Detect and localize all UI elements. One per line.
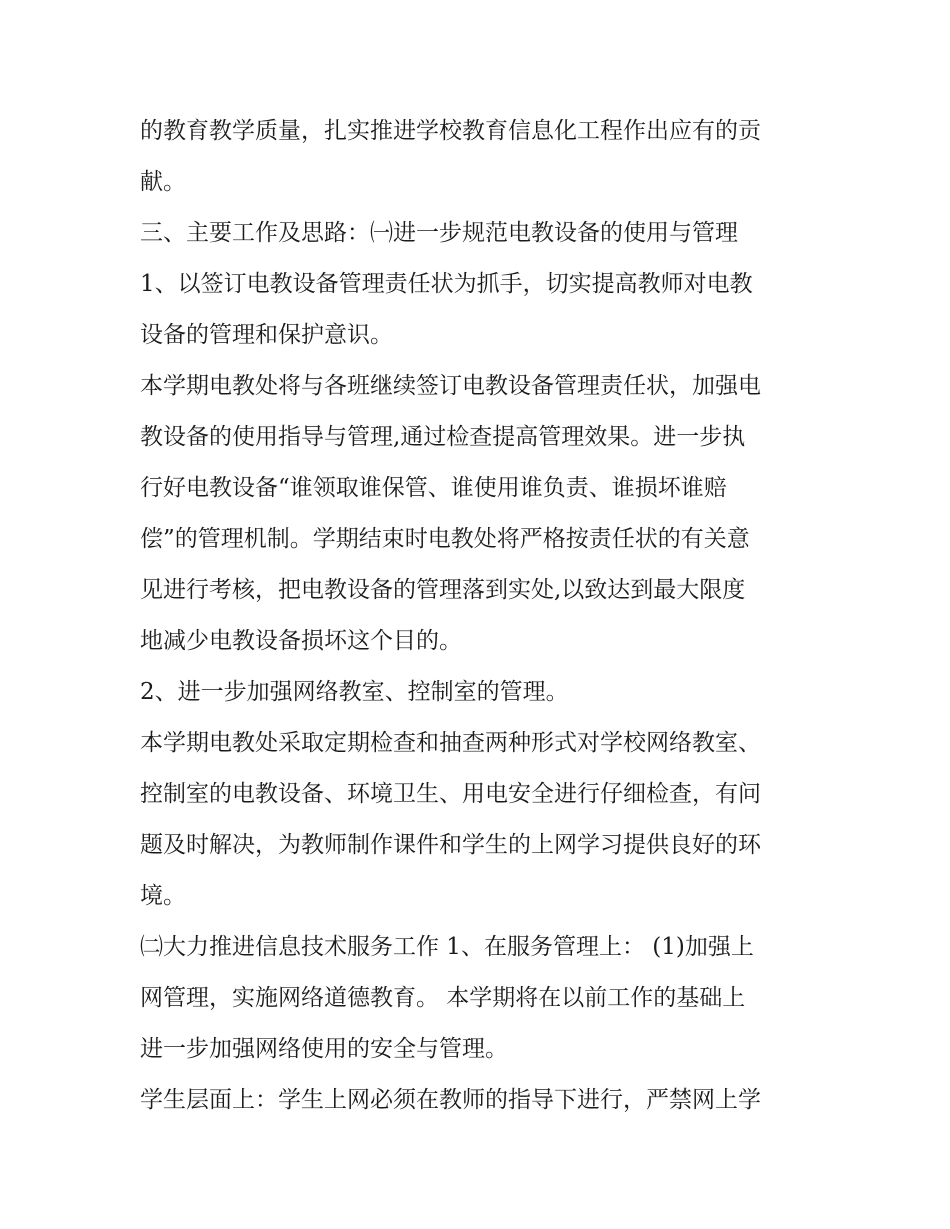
text-line: 地减少电教设备损坏这个目的。 <box>140 628 462 654</box>
text-line: 网管理，实施网络道德教育。 本学期将在以前工作的基础上 <box>140 985 746 1011</box>
text-line: 进一步加强网络使用的安全与管理。 <box>140 1036 508 1062</box>
text-line: 行好电教设备“谁领取谁保管、谁使用谁负责、谁损坏谁赔 <box>140 475 727 501</box>
text-line: 本学期电教处将与各班继续签订电教设备管理责任状，加强电 <box>140 373 761 399</box>
text-line: 境。 <box>140 883 186 909</box>
section-heading: 三、主要工作及思路：㈠进一步规范电教设备的使用与管理 <box>140 220 738 246</box>
text-line: 控制室的电教设备、环境卫生、用电安全进行仔细检查，有问 <box>140 781 761 807</box>
text-line: 2、进一步加强网络教室、控制室的管理。 <box>140 679 569 705</box>
text-line: 献。 <box>140 169 186 195</box>
text-line: 本学期电教处采取定期检查和抽查两种形式对学校网络教室、 <box>140 730 761 756</box>
section-heading: ㈡大力推进信息技术服务工作 1、在服务管理上： (1)加强上 <box>140 934 754 960</box>
text-line: 学生层面上：学生上网必须在教师的指导下进行，严禁网上学 <box>140 1087 761 1113</box>
text-line: 题及时解决，为教师制作课件和学生的上网学习提供良好的环 <box>140 832 761 858</box>
text-line: 教设备的使用指导与管理,通过检查提高管理效果。进一步执 <box>140 424 746 450</box>
text-line: 设备的管理和保护意识。 <box>140 322 393 348</box>
text-line: 1、以签订电教设备管理责任状为抓手，切实提高教师对电教 <box>140 271 753 297</box>
text-line: 见进行考核，把电教设备的管理落到实处,以致达到最大限度 <box>140 577 746 603</box>
text-line: 偿”的管理机制。学期结束时电教处将严格按责任状的有关意 <box>140 526 750 552</box>
body-text <box>140 106 820 1126</box>
text-line: 的教育教学质量，扎实推进学校教育信息化工程作出应有的贡 <box>140 118 761 144</box>
